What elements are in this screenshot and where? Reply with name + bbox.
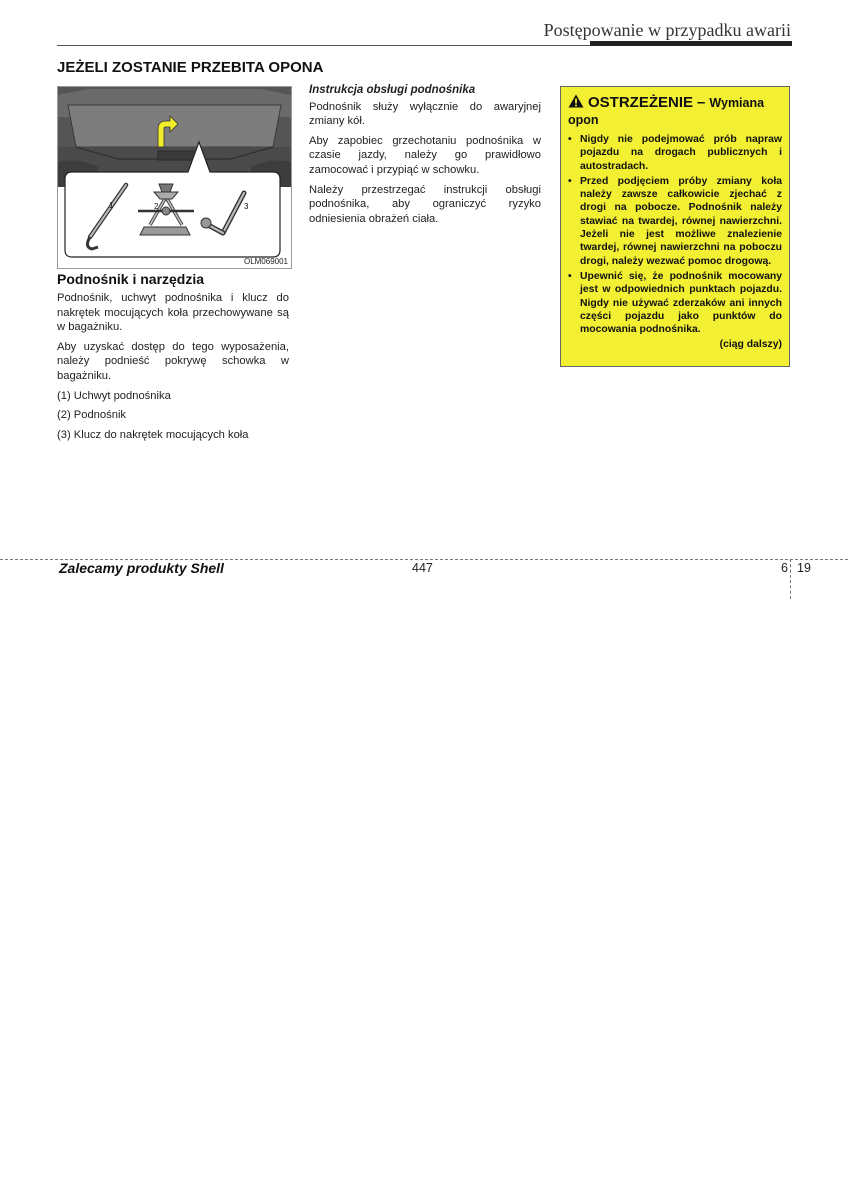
warning-continued: (ciąg dalszy) xyxy=(719,339,782,351)
instructions-paragraph: Należy przestrzegać instrukcji obsługi podnośnika, aby ograniczyć ryzyko odniesienia obrażeń ciała. xyxy=(309,183,541,225)
footer-page-number: 19 xyxy=(797,561,811,575)
instructions-paragraph: Aby zapobiec grzechotaniu podnośnika w czasie jazdy, należy go prawidłowo zamocować i przypiąć w schowku. xyxy=(309,134,541,176)
header-rule-accent xyxy=(590,41,792,46)
jack-tools-figure xyxy=(57,86,292,269)
callout-1: 1 xyxy=(109,201,114,210)
warning-triangle-icon xyxy=(568,94,584,112)
footer-advert: Zalecamy produkty Shell xyxy=(59,560,224,576)
warning-item: • Nigdy nie podejmować prób napraw pojazdu na drogach publicznych i autostradach. xyxy=(568,134,782,172)
warning-title-main: OSTRZEŻENIE xyxy=(588,94,694,111)
section-title: JEŻELI ZOSTANIE PRZEBITA OPONA xyxy=(57,59,324,76)
tools-list-item: (2) Podnośnik xyxy=(57,409,127,422)
warning-box xyxy=(560,86,790,367)
tools-list-item: (3) Klucz do nakrętek mocujących koła xyxy=(57,428,249,441)
instructions-text xyxy=(309,83,541,231)
footer-chapter-number: 6 xyxy=(781,561,788,575)
tools-paragraph: Aby uzyskać dostęp do tego wyposażenia, należy podnieść pokrywę schowka w bagażniku. xyxy=(57,340,289,382)
footer-sheet-number: 447 xyxy=(412,561,433,575)
warning-title-dash: – xyxy=(697,94,706,111)
running-header: Postępowanie w przypadku awarii xyxy=(543,20,791,40)
warning-item: • Przed podjęciem próby zmiany koła należy zawsze całkowicie zjechać z drogi na pobocze. Podnośnik należy stawiać na twardej, równej nawierzchni. Jeżeli nie jest możliwe znalezienie twardej, równej nawierzchni na poboczu drogi, należy wezwać pomoc drogową. xyxy=(568,175,782,267)
tools-paragraph: Podnośnik, uchwyt podnośnika i klucz do nakrętek mocujących koła przechowywane są w bagażniku. xyxy=(57,292,289,334)
tools-text xyxy=(57,291,289,447)
warning-item: • Upewnić się, że podnośnik mocowany jest w odpowiednich punktach pojazdu. Nigdy nie używać zderzaków ani innych części pojazdu jako punktów do mocowania podnośnika. xyxy=(568,270,782,336)
instructions-heading: Instrukcja obsługi podnośnika xyxy=(309,84,476,96)
tools-list-item: (1) Uchwyt podnośnika xyxy=(57,389,171,402)
warning-title-sub: Wymiana opon xyxy=(568,96,765,127)
callout-3: 3 xyxy=(244,202,249,211)
figure-code: OLM069001 xyxy=(243,257,288,266)
footer-page-divider xyxy=(790,559,791,599)
tools-heading: Podnośnik i narzędzia xyxy=(57,271,205,287)
instructions-paragraph: Podnośnik służy wyłącznie do awaryjnej zmiany kół. xyxy=(309,100,541,128)
callout-2: 2 xyxy=(154,202,159,211)
warning-list xyxy=(568,133,782,336)
trunk-illustration xyxy=(58,87,291,268)
warning-title xyxy=(568,94,782,128)
